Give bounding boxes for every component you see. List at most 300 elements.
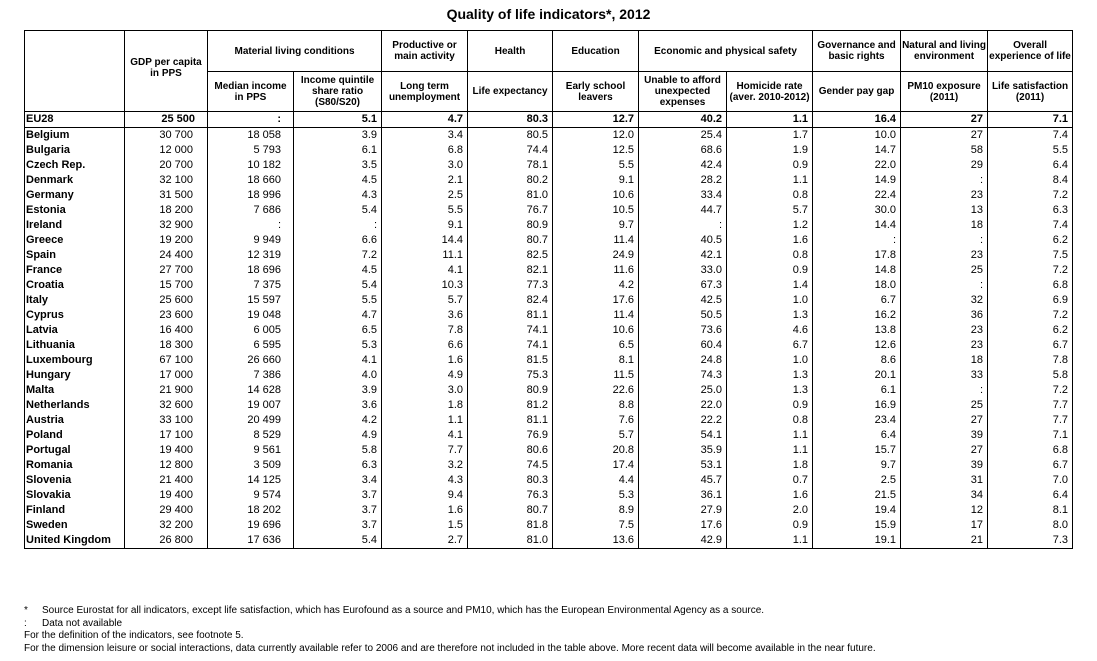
value-cell: 19 048 (208, 308, 294, 323)
value-cell: 33 (901, 368, 988, 383)
header-productive: Productive or main activity (382, 31, 468, 72)
value-cell: 14 628 (208, 383, 294, 398)
value-cell: 68.6 (639, 143, 727, 158)
country-cell: Austria (25, 413, 125, 428)
value-cell: 3.0 (382, 158, 468, 173)
value-cell: 12.0 (553, 128, 639, 144)
table-row (25, 158, 1073, 173)
value-cell: 54.1 (639, 428, 727, 443)
value-cell: 1.3 (727, 368, 813, 383)
value-cell: 44.7 (639, 203, 727, 218)
country-cell: Slovenia (25, 473, 125, 488)
value-cell: 5.7 (382, 293, 468, 308)
value-cell: 75.3 (468, 368, 553, 383)
value-cell: 4.9 (294, 428, 382, 443)
value-cell: 19 400 (125, 443, 208, 458)
value-cell: 74.1 (468, 338, 553, 353)
value-cell: 28.2 (639, 173, 727, 188)
value-cell: 22.0 (813, 158, 901, 173)
value-cell: 26 660 (208, 353, 294, 368)
value-cell: 1.3 (727, 383, 813, 398)
value-cell: 19.4 (813, 503, 901, 518)
value-cell: 7.0 (988, 473, 1073, 488)
value-cell: 4.1 (294, 353, 382, 368)
value-cell: 31 500 (125, 188, 208, 203)
value-cell: 9.1 (553, 173, 639, 188)
value-cell: 6.9 (988, 293, 1073, 308)
value-cell: 8.1 (553, 353, 639, 368)
value-cell: 6 595 (208, 338, 294, 353)
value-cell: 5.5 (294, 293, 382, 308)
value-cell: 23 (901, 188, 988, 203)
table-row (25, 353, 1073, 368)
value-cell: 11.5 (553, 368, 639, 383)
value-cell: 11.4 (553, 308, 639, 323)
value-cell: 35.9 (639, 443, 727, 458)
table-row (25, 518, 1073, 533)
value-cell: 21 400 (125, 473, 208, 488)
value-cell: 2.7 (382, 533, 468, 549)
value-cell: 36.1 (639, 488, 727, 503)
value-cell: 4.9 (382, 368, 468, 383)
country-cell: Sweden (25, 518, 125, 533)
value-cell: 4.6 (727, 323, 813, 338)
value-cell: 12 800 (125, 458, 208, 473)
value-cell: 0.8 (727, 188, 813, 203)
country-cell: Italy (25, 293, 125, 308)
value-cell: 18 996 (208, 188, 294, 203)
table-row (25, 473, 1073, 488)
value-cell: 73.6 (639, 323, 727, 338)
table-row (25, 173, 1073, 188)
value-cell: 80.5 (468, 128, 553, 144)
value-cell: 3.9 (294, 128, 382, 144)
value-cell: 25.0 (639, 383, 727, 398)
country-cell: Poland (25, 428, 125, 443)
value-cell: 29 400 (125, 503, 208, 518)
value-cell: 80.3 (468, 473, 553, 488)
value-cell: 1.1 (727, 533, 813, 549)
value-cell: 1.6 (382, 503, 468, 518)
value-cell: 3.2 (382, 458, 468, 473)
value-cell: 36 (901, 308, 988, 323)
header-unable-afford: Unable to afford unexpected expenses (639, 72, 727, 112)
value-cell: 60.4 (639, 338, 727, 353)
value-cell: 74.1 (468, 323, 553, 338)
value-cell: 5.7 (553, 428, 639, 443)
value-cell: 22.4 (813, 188, 901, 203)
table-row (25, 443, 1073, 458)
country-cell: Lithuania (25, 338, 125, 353)
table-row (25, 218, 1073, 233)
value-cell: 14.4 (382, 233, 468, 248)
country-cell: Ireland (25, 218, 125, 233)
value-cell: 81.5 (468, 353, 553, 368)
value-cell: 4.2 (294, 413, 382, 428)
country-cell: Malta (25, 383, 125, 398)
value-cell: 7.8 (988, 353, 1073, 368)
country-cell: Luxembourg (25, 353, 125, 368)
value-cell: 1.1 (727, 112, 813, 128)
footnote-source-text: Source Eurostat for all indicators, except life satisfaction, which has Eurofound as a source and PM10, which has the European Environmental Agency as a source. (42, 605, 765, 616)
value-cell: : (901, 233, 988, 248)
header-education: Education (553, 31, 639, 72)
value-cell: 39 (901, 458, 988, 473)
value-cell: 1.5 (382, 518, 468, 533)
value-cell: 19 200 (125, 233, 208, 248)
table-row (25, 248, 1073, 263)
value-cell: 5.3 (294, 338, 382, 353)
value-cell: 24.8 (639, 353, 727, 368)
country-cell: Finland (25, 503, 125, 518)
table-row (25, 143, 1073, 158)
value-cell: 5 793 (208, 143, 294, 158)
table-row (25, 458, 1073, 473)
value-cell: 4.7 (382, 112, 468, 128)
value-cell: 14 125 (208, 473, 294, 488)
value-cell: 27 700 (125, 263, 208, 278)
value-cell: 18.0 (813, 278, 901, 293)
value-cell: 1.3 (727, 308, 813, 323)
table-row (25, 278, 1073, 293)
value-cell: 31 (901, 473, 988, 488)
value-cell: 19.1 (813, 533, 901, 549)
value-cell: 1.1 (727, 428, 813, 443)
value-cell: 2.5 (813, 473, 901, 488)
value-cell: 17 000 (125, 368, 208, 383)
value-cell: 42.9 (639, 533, 727, 549)
value-cell: 3.4 (382, 128, 468, 144)
value-cell: 15 597 (208, 293, 294, 308)
value-cell: 20 499 (208, 413, 294, 428)
value-cell: 32 200 (125, 518, 208, 533)
value-cell: 5.8 (294, 443, 382, 458)
value-cell: 81.0 (468, 533, 553, 549)
value-cell: 7 686 (208, 203, 294, 218)
footnote-source-symbol: * (24, 605, 28, 616)
value-cell: : (294, 218, 382, 233)
value-cell: 74.3 (639, 368, 727, 383)
table-row (25, 308, 1073, 323)
table-row (25, 338, 1073, 353)
value-cell: 9.4 (382, 488, 468, 503)
value-cell: 9.7 (813, 458, 901, 473)
value-cell: 5.4 (294, 203, 382, 218)
value-cell: 25 600 (125, 293, 208, 308)
value-cell: 16.9 (813, 398, 901, 413)
value-cell: 76.9 (468, 428, 553, 443)
value-cell: 6.8 (382, 143, 468, 158)
value-cell: 5.5 (382, 203, 468, 218)
value-cell: 6.2 (988, 323, 1073, 338)
table-row (25, 323, 1073, 338)
footnote-definition: For the definition of the indicators, see footnote 5. (24, 630, 244, 641)
value-cell: 10.6 (553, 323, 639, 338)
country-cell: Bulgaria (25, 143, 125, 158)
value-cell: 27 (901, 443, 988, 458)
value-cell: 20.8 (553, 443, 639, 458)
value-cell: 23 600 (125, 308, 208, 323)
value-cell: 53.1 (639, 458, 727, 473)
country-cell: Slovakia (25, 488, 125, 503)
value-cell: 8.8 (553, 398, 639, 413)
value-cell: 0.7 (727, 473, 813, 488)
value-cell: 24 400 (125, 248, 208, 263)
value-cell: 1.8 (382, 398, 468, 413)
value-cell: 17.4 (553, 458, 639, 473)
value-cell: 16 400 (125, 323, 208, 338)
country-cell: Latvia (25, 323, 125, 338)
value-cell: : (901, 383, 988, 398)
value-cell: 3.4 (294, 473, 382, 488)
country-cell: Croatia (25, 278, 125, 293)
value-cell: 27 (901, 112, 988, 128)
value-cell: 13 (901, 203, 988, 218)
table-row (25, 368, 1073, 383)
value-cell: 27 (901, 128, 988, 144)
value-cell: 9 949 (208, 233, 294, 248)
value-cell: 25 500 (125, 112, 208, 128)
value-cell: 20 700 (125, 158, 208, 173)
value-cell: 10.6 (553, 188, 639, 203)
table-row (25, 533, 1073, 549)
footnotes (24, 605, 1084, 655)
header-income-quintile: Income quintile share ratio (S80/S20) (294, 72, 382, 112)
value-cell: 23 (901, 323, 988, 338)
value-cell: 0.9 (727, 398, 813, 413)
country-cell: Romania (25, 458, 125, 473)
value-cell: 14.8 (813, 263, 901, 278)
value-cell: 5.3 (553, 488, 639, 503)
value-cell: 1.1 (727, 443, 813, 458)
value-cell: 2.1 (382, 173, 468, 188)
header-homicide: Homicide rate (aver. 2010-2012) (727, 72, 813, 112)
header-gdp: GDP per capita in PPS (125, 31, 208, 112)
table-row (25, 413, 1073, 428)
value-cell: 77.3 (468, 278, 553, 293)
value-cell: 7.2 (988, 263, 1073, 278)
value-cell: 7.2 (294, 248, 382, 263)
value-cell: 7.2 (988, 308, 1073, 323)
value-cell: 17 (901, 518, 988, 533)
value-cell: 81.8 (468, 518, 553, 533)
country-cell: Czech Rep. (25, 158, 125, 173)
value-cell: 82.5 (468, 248, 553, 263)
value-cell: 4.3 (294, 188, 382, 203)
value-cell: 7.6 (553, 413, 639, 428)
country-cell: EU28 (25, 112, 125, 128)
value-cell: 1.0 (727, 353, 813, 368)
value-cell: 10 182 (208, 158, 294, 173)
value-cell: 11.4 (553, 233, 639, 248)
value-cell: 58 (901, 143, 988, 158)
value-cell: 2.0 (727, 503, 813, 518)
value-cell: 25.4 (639, 128, 727, 144)
value-cell: 27 (901, 413, 988, 428)
value-cell: 32 100 (125, 173, 208, 188)
value-cell: : (639, 218, 727, 233)
value-cell: 5.4 (294, 533, 382, 549)
country-cell: Cyprus (25, 308, 125, 323)
value-cell: 7.5 (553, 518, 639, 533)
country-cell: Spain (25, 248, 125, 263)
value-cell: 80.7 (468, 233, 553, 248)
value-cell: 80.6 (468, 443, 553, 458)
table-row (25, 488, 1073, 503)
value-cell: 32 600 (125, 398, 208, 413)
value-cell: 23.4 (813, 413, 901, 428)
value-cell: 6.7 (988, 458, 1073, 473)
value-cell: 4.1 (382, 263, 468, 278)
value-cell: 7 386 (208, 368, 294, 383)
value-cell: 25 (901, 398, 988, 413)
value-cell: 82.4 (468, 293, 553, 308)
value-cell: 1.6 (727, 488, 813, 503)
value-cell: 5.1 (294, 112, 382, 128)
value-cell: 33 100 (125, 413, 208, 428)
value-cell: 6.4 (988, 488, 1073, 503)
value-cell: 12 000 (125, 143, 208, 158)
value-cell: 10.5 (553, 203, 639, 218)
value-cell: 8.6 (813, 353, 901, 368)
value-cell: 21 900 (125, 383, 208, 398)
value-cell: 0.8 (727, 413, 813, 428)
value-cell: 42.5 (639, 293, 727, 308)
value-cell: 8 529 (208, 428, 294, 443)
value-cell: 32 (901, 293, 988, 308)
value-cell: 7.7 (988, 413, 1073, 428)
value-cell: 2.5 (382, 188, 468, 203)
value-cell: 5.8 (988, 368, 1073, 383)
value-cell: 42.1 (639, 248, 727, 263)
value-cell: 13.6 (553, 533, 639, 549)
value-cell: 81.1 (468, 308, 553, 323)
value-cell: 0.9 (727, 518, 813, 533)
value-cell: 80.2 (468, 173, 553, 188)
value-cell: : (901, 173, 988, 188)
value-cell: 6.7 (813, 293, 901, 308)
value-cell: 9.7 (553, 218, 639, 233)
value-cell: 6.5 (553, 338, 639, 353)
value-cell: 12 319 (208, 248, 294, 263)
country-cell: Hungary (25, 368, 125, 383)
footnote-na-text: Data not available (42, 617, 123, 629)
value-cell: 22.2 (639, 413, 727, 428)
value-cell: 6.6 (382, 338, 468, 353)
header-overall: Overall experience of life (988, 31, 1073, 72)
value-cell: 3.6 (382, 308, 468, 323)
table-row (25, 293, 1073, 308)
value-cell: 11.6 (553, 263, 639, 278)
value-cell: 7.1 (988, 428, 1073, 443)
value-cell: 80.3 (468, 112, 553, 128)
header-natural: Natural and living environment (901, 31, 988, 72)
value-cell: 17 636 (208, 533, 294, 549)
value-cell: 12.6 (813, 338, 901, 353)
value-cell: 5.4 (294, 278, 382, 293)
value-cell: 6.3 (988, 203, 1073, 218)
value-cell: 80.9 (468, 218, 553, 233)
value-cell: 80.9 (468, 383, 553, 398)
value-cell: 23 (901, 338, 988, 353)
value-cell: 42.4 (639, 158, 727, 173)
value-cell: 7.5 (988, 248, 1073, 263)
value-cell: 3.5 (294, 158, 382, 173)
value-cell: 4.1 (382, 428, 468, 443)
value-cell: 6.7 (988, 338, 1073, 353)
value-cell: 14.7 (813, 143, 901, 158)
footnote-source (24, 605, 1084, 618)
value-cell: 7.4 (988, 218, 1073, 233)
table-row (25, 188, 1073, 203)
value-cell: 14.4 (813, 218, 901, 233)
value-cell: 6.6 (294, 233, 382, 248)
value-cell: 4.4 (553, 473, 639, 488)
value-cell: 11.1 (382, 248, 468, 263)
value-cell: 1.0 (727, 293, 813, 308)
value-cell: 7.8 (382, 323, 468, 338)
value-cell: 25 (901, 263, 988, 278)
value-cell: 4.5 (294, 173, 382, 188)
value-cell: 17.6 (639, 518, 727, 533)
value-cell: 1.6 (382, 353, 468, 368)
footnote-na (24, 618, 1084, 631)
header-gender-pay: Gender pay gap (813, 72, 901, 112)
header-health: Health (468, 31, 553, 72)
value-cell: 6.3 (294, 458, 382, 473)
value-cell: 23 (901, 248, 988, 263)
value-cell: 33.0 (639, 263, 727, 278)
value-cell: 30 700 (125, 128, 208, 144)
value-cell: 1.6 (727, 233, 813, 248)
value-cell: 8.9 (553, 503, 639, 518)
value-cell: 40.2 (639, 112, 727, 128)
value-cell: 6.4 (988, 158, 1073, 173)
value-cell: 6.2 (988, 233, 1073, 248)
value-cell: : (208, 112, 294, 128)
footnote-na-symbol: : (24, 617, 27, 629)
table-row (25, 428, 1073, 443)
value-cell: 50.5 (639, 308, 727, 323)
value-cell: 39 (901, 428, 988, 443)
value-cell: 6.1 (294, 143, 382, 158)
value-cell: 1.1 (727, 173, 813, 188)
header-pm10: PM10 exposure (2011) (901, 72, 988, 112)
value-cell: : (208, 218, 294, 233)
value-cell: 33.4 (639, 188, 727, 203)
header-governance: Governance and basic rights (813, 31, 901, 72)
value-cell: 9 574 (208, 488, 294, 503)
value-cell: 3 509 (208, 458, 294, 473)
value-cell: 29 (901, 158, 988, 173)
value-cell: 67 100 (125, 353, 208, 368)
value-cell: 16.4 (813, 112, 901, 128)
header-life-expectancy: Life expectancy (468, 72, 553, 112)
value-cell: 7.1 (988, 112, 1073, 128)
value-cell: 3.7 (294, 503, 382, 518)
value-cell: 3.7 (294, 518, 382, 533)
value-cell: 8.4 (988, 173, 1073, 188)
country-cell: Belgium (25, 128, 125, 144)
value-cell: 27.9 (639, 503, 727, 518)
value-cell: 3.9 (294, 383, 382, 398)
value-cell: 78.1 (468, 158, 553, 173)
country-cell: Denmark (25, 173, 125, 188)
value-cell: 34 (901, 488, 988, 503)
value-cell: 17.6 (553, 293, 639, 308)
value-cell: 40.5 (639, 233, 727, 248)
value-cell: 6.7 (727, 338, 813, 353)
